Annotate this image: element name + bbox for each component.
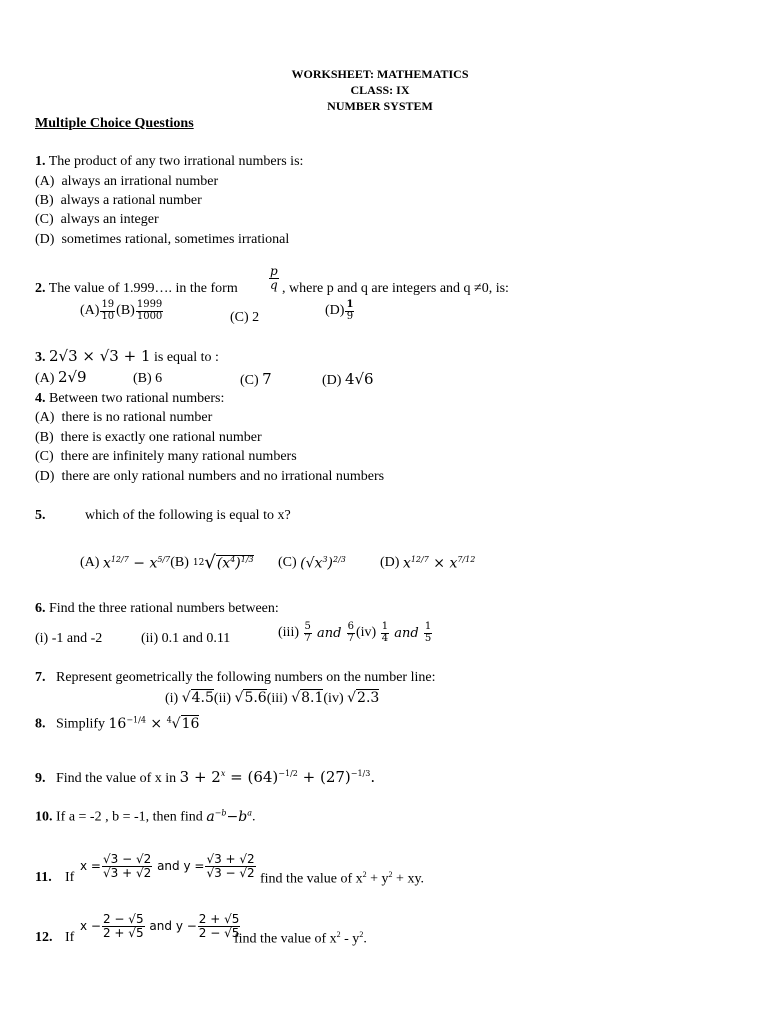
question-10: 10. If a = -2 , b = -1, then find $a^{-b}-b^a$. xyxy=(35,808,256,825)
q3-option-c: (C) 7 xyxy=(240,370,272,388)
question-8: 8. Simplify $16^{-1/4} \times ^4√16$ xyxy=(35,715,200,732)
question-5: which of the following is equal to x? xyxy=(85,508,291,523)
q2-option-d: (D) $\frac{1}{9}$ xyxy=(325,299,354,322)
q1-option-d: (D) sometimes rational, sometimes irrational xyxy=(35,232,290,247)
question-4: 4. Between two rational numbers: xyxy=(35,391,225,406)
question-1: 1. The product of any two irrational numbers is: xyxy=(35,154,304,169)
worksheet-title: WORKSHEET: MATHEMATICS xyxy=(291,67,469,81)
q12-equation: x − $\frac{2 - √5}{2 + √5}$ and y − $\frac{2 + √5}{2 - √5}$ xyxy=(80,911,240,940)
q3-option-a: (A) 2√9 xyxy=(35,368,87,386)
q11-if: If xyxy=(65,870,75,885)
q6-part-ii: (ii) 0.1 and 0.11 xyxy=(141,631,231,646)
q12-text: find the value of $x^2 - y^2$. xyxy=(234,930,367,947)
q4-option-a: (A) there is no rational number xyxy=(35,410,213,425)
chapter-label: NUMBER SYSTEM xyxy=(327,99,433,113)
q3-option-d: (D) 4√6 xyxy=(322,370,374,388)
question-7: 7. Represent geometrically the following numbers on the number line: xyxy=(35,670,436,685)
q2-form-fraction: $\frac{p}{q}$ xyxy=(270,264,278,292)
q5-number: 5. xyxy=(35,508,46,523)
question-3: 3. 2√3 × √3 + 1 is equal to : xyxy=(35,347,219,365)
q5-option-ab: (A) $x^{12/7} - x^{5/7}$ (B) 12 √ $(x^4)^{1/3}$ xyxy=(80,552,254,573)
q4-option-c: (C) there are infinitely many rational numbers xyxy=(35,449,297,464)
q12-if: If xyxy=(65,930,75,945)
q6-part-i: (i) -1 and -2 xyxy=(35,631,103,646)
q2-text-b: , where p and q are integers and q ≠0, is: xyxy=(282,281,509,296)
q7-parts: (i) √4.5(ii) √5.6(iii) √8.1(iv) √2.3 xyxy=(165,690,380,706)
q11-number: 11. xyxy=(35,870,52,885)
section-title: Multiple Choice Questions xyxy=(35,116,194,131)
q5-option-d: (D) $x^{12/7} \times x^{7/12}$ xyxy=(380,554,476,572)
q1-option-b: (B) always a rational number xyxy=(35,193,202,208)
question-2: 2. The value of 1.999…. in the form xyxy=(35,281,238,296)
question-6: 6. Find the three rational numbers between: xyxy=(35,601,279,616)
q3-option-b: (B) 6 xyxy=(133,371,163,386)
q4-option-d: (D) there are only rational numbers and no irrational numbers xyxy=(35,469,385,484)
q11-equation: x = $\frac{√3 - √2}{√3 + √2}$ and y = $\frac{√3 + √2}{√3 - √2}$ xyxy=(80,851,255,880)
q1-option-a: (A) always an irrational number xyxy=(35,174,219,189)
q2-option-c: (C) 2 xyxy=(230,310,260,325)
q6-part-iii-iv: (iii) $\frac{5}{7}$ and $\frac{6}{7}$ (iv) $\frac{1}{4}$ and $\frac{1}{5}$ xyxy=(278,621,432,644)
q5-option-c: (C) $(√x^3)^{2/3}$ xyxy=(278,554,346,572)
question-9: 9. Find the value of x in $3 + 2^x = (64)^{-1/2} + (27)^{-1/3}$. xyxy=(35,768,376,786)
q1-option-c: (C) always an integer xyxy=(35,212,159,227)
q2-options-ab: (A) $\frac{19}{10}$ (B) $\frac{1999}{1000}$ xyxy=(80,299,163,322)
q12-number: 12. xyxy=(35,930,53,945)
class-label: CLASS: IX xyxy=(350,83,410,97)
q4-option-b: (B) there is exactly one rational number xyxy=(35,430,262,445)
q11-text: find the value of $x^2 + y^2$ + xy. xyxy=(260,870,425,887)
